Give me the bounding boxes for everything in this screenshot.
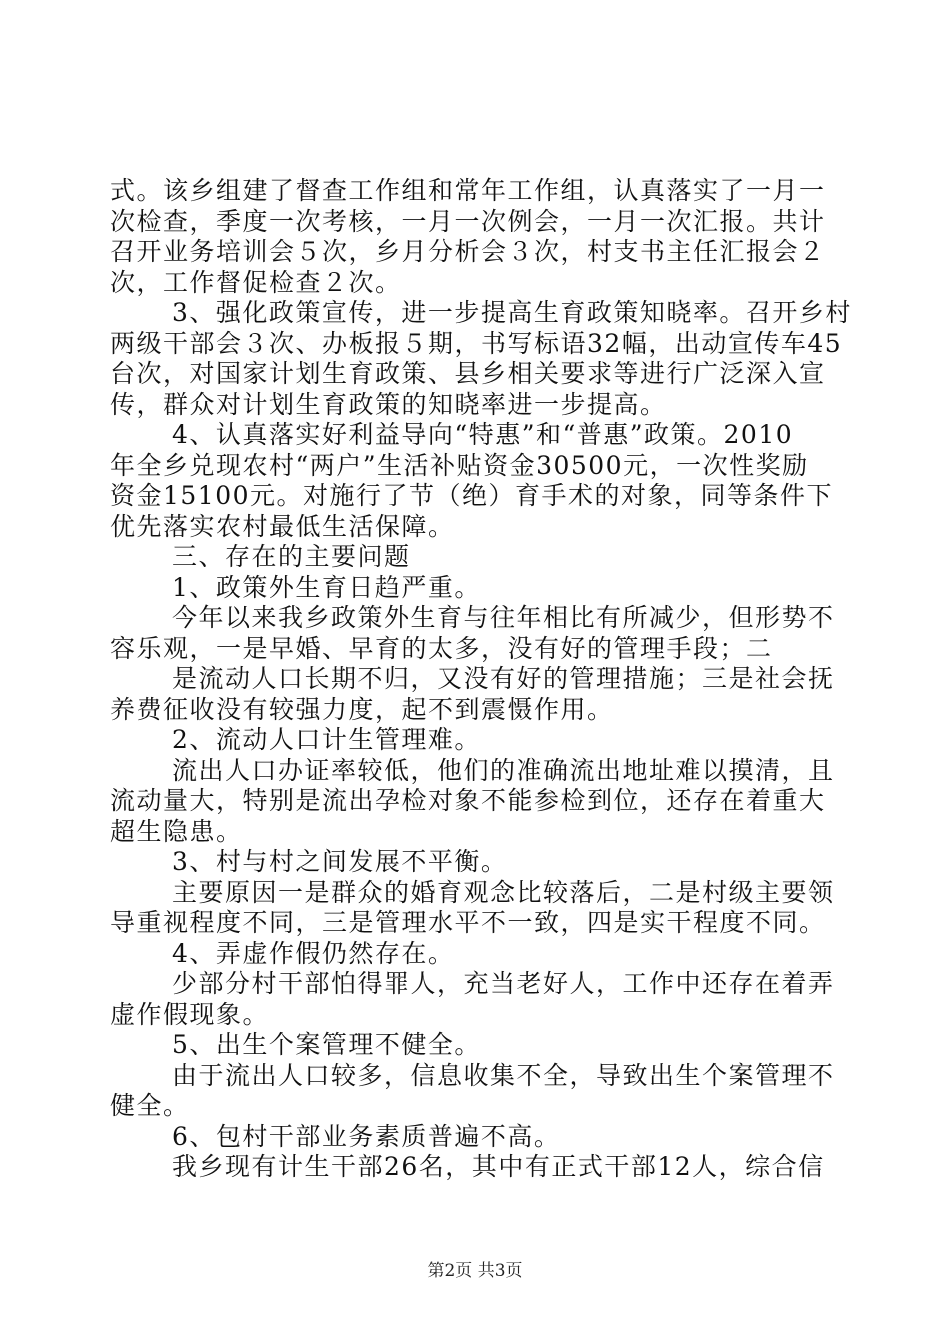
text-line: 4、认真落实好利益导向“特惠”和“普惠”政策。2010 xyxy=(172,420,794,449)
text-line: 今年以来我乡政策外生育与往年相比有所减少，但形势不 xyxy=(172,603,835,632)
text-line: 台次，对国家计划生育政策、县乡相关要求等进行广泛深入宣 xyxy=(110,359,826,388)
text-line: 导重视程度不同，三是管理水平不一致，四是实干程度不同。 xyxy=(110,908,826,937)
text-line: 流动量大，特别是流出孕检对象不能参检到位，还存在着重大 xyxy=(110,786,826,815)
text-line: 三、存在的主要问题 xyxy=(172,542,411,571)
text-line: 次，工作督促检查２次。 xyxy=(110,267,402,297)
text-line: 虚作假现象。 xyxy=(110,999,270,1029)
text-line: 3、强化政策宣传，进一步提高生育政策知晓率。召开乡村 xyxy=(172,298,852,327)
text-line: 年全乡兑现农村“两户”生活补贴资金30500元，一次性奖励 xyxy=(110,450,809,480)
text-line: 由于流出人口较多，信息收集不全，导致出生个案管理不 xyxy=(172,1060,835,1090)
text-line: 养费征收没有较强力度，起不到震慑作用。 xyxy=(110,694,614,724)
text-line: 5、出生个案管理不健全。 xyxy=(172,1030,481,1059)
text-line: 式。该乡组建了督查工作组和常年工作组，认真落实了一月一 xyxy=(110,176,826,205)
text-line: 是流动人口长期不归，又没有好的管理措施；三是社会抚 xyxy=(172,664,835,693)
text-line: 两级干部会３次、办板报５期，书写标语32幅，出动宣传车45 xyxy=(110,328,843,358)
page-footer: 第2页 共3页 xyxy=(427,1261,523,1281)
text-line: 次检查，季度一次考核，一月一次例会，一月一次汇报。共计 xyxy=(110,206,826,236)
document-body xyxy=(110,176,852,1183)
text-line: 健全。 xyxy=(110,1091,190,1120)
text-line: 我乡现有计生干部26名，其中有正式干部12人，综合信 xyxy=(172,1152,825,1181)
text-line: 流出人口办证率较低，他们的准确流出地址难以摸清，且 xyxy=(172,755,835,785)
text-line: 6、包村干部业务素质普遍不高。 xyxy=(172,1121,561,1151)
text-line: 传，群众对计划生育政策的知晓率进一步提高。 xyxy=(110,389,667,419)
text-line: 容乐观，一是早婚、早育的太多，没有好的管理手段；二 xyxy=(110,633,773,663)
text-line: 2、流动人口计生管理难。 xyxy=(172,725,481,754)
text-line: 资金15100元。对施行了节（绝）育手术的对象，同等条件下 xyxy=(110,481,834,510)
text-line: 1、政策外生育日趋严重。 xyxy=(172,572,481,602)
text-line: 4、弄虚作假仍然存在。 xyxy=(172,938,455,968)
text-line: 主要原因一是群众的婚育观念比较落后，二是村级主要领 xyxy=(172,877,835,907)
text-line: 少部分村干部怕得罪人，充当老好人，工作中还存在着弄 xyxy=(172,969,835,998)
text-line: 超生隐患。 xyxy=(110,816,243,846)
text-line: 优先落实农村最低生活保障。 xyxy=(110,511,455,541)
text-line: 召开业务培训会５次，乡月分析会３次，村支书主任汇报会２ xyxy=(110,237,826,266)
text-line: 3、村与村之间发展不平衡。 xyxy=(172,847,508,876)
